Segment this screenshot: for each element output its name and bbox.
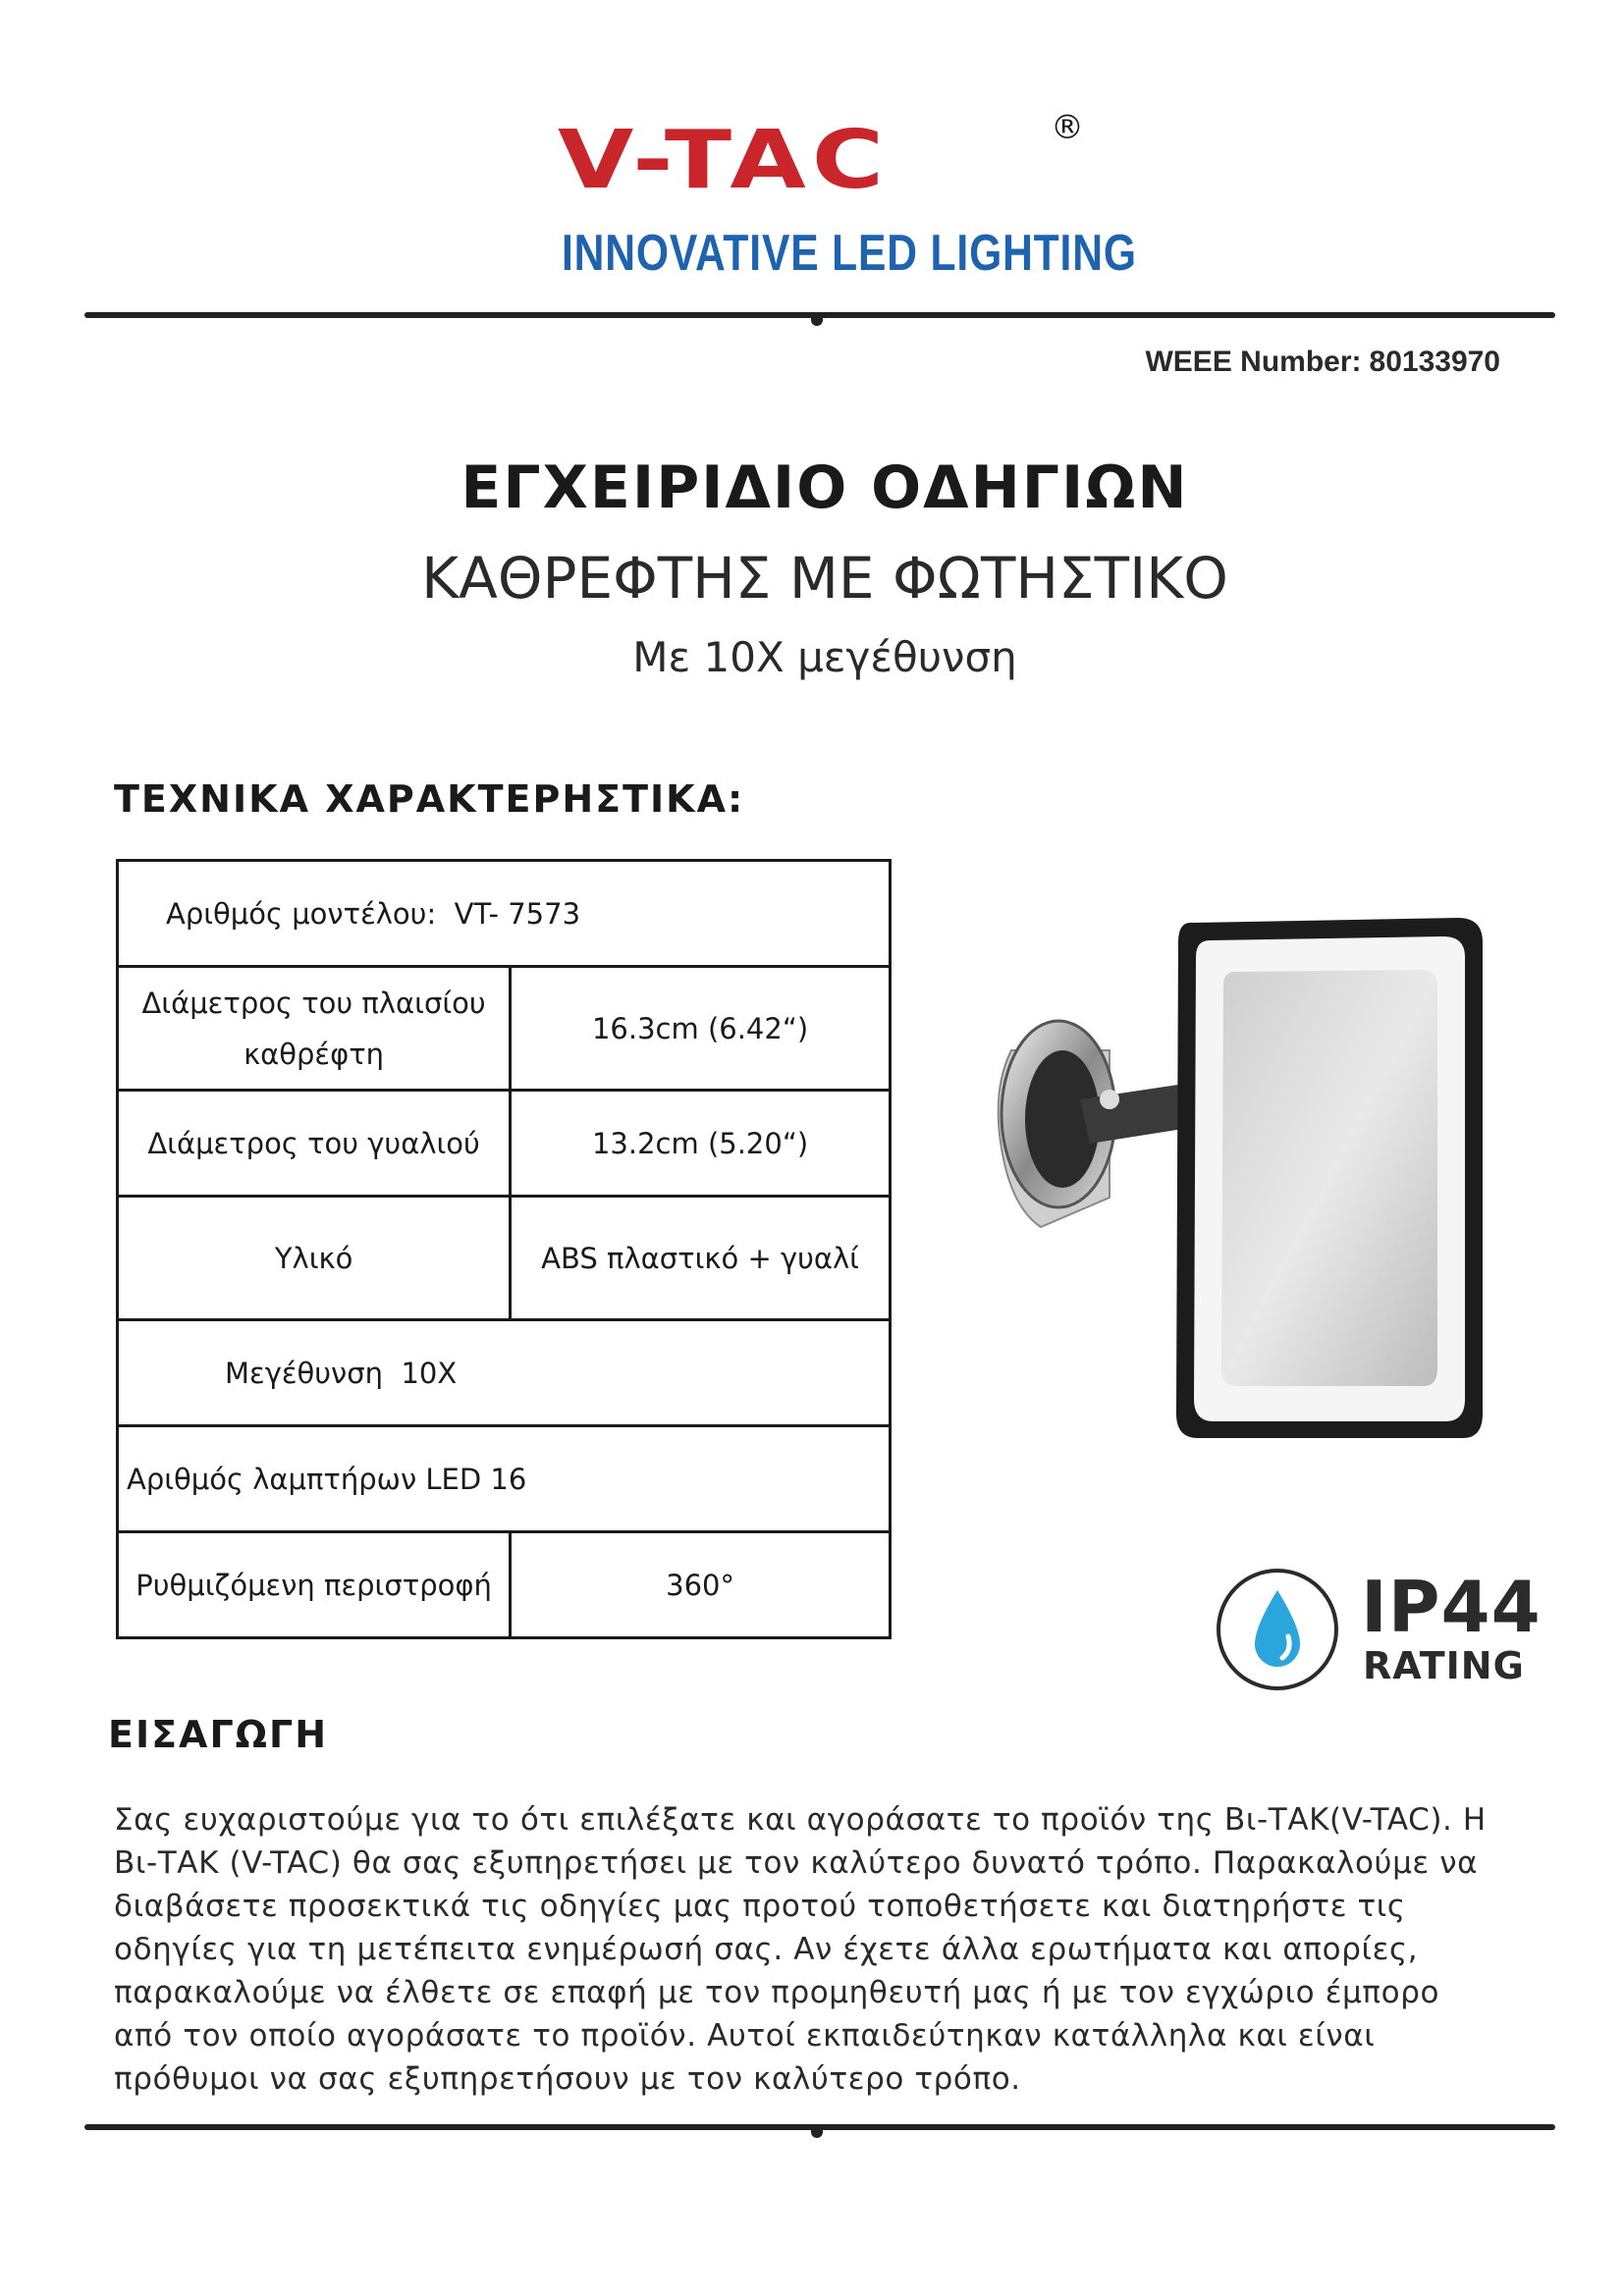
table-cell (118, 1320, 891, 1426)
spec-label: Μεγέθυνση (225, 1356, 384, 1390)
weee-value: 80133970 (1369, 346, 1500, 378)
table-row (118, 1197, 891, 1320)
registered-mark: ® (1051, 108, 1084, 147)
brand-tagline: INNOVATIVE LED LIGHTING (562, 225, 1137, 282)
arm-joint (1100, 1090, 1119, 1109)
table-row (118, 861, 891, 967)
intro-body: Σας ευχαριστούμε για το ότι επιλέξατε και αγοράσατε το προϊόν της Βι-ΤΑΚ(V-TAC). Η Βι-ΤΑΚ (V-TAC) θα σας εξυπηρετήσει με τον καλύτερο δυνατό τρόπο. Παρακαλούμε να διαβάσετε προσεκτικά τις οδηγίες μας προτού τοποθετήσετε και διατηρήστε τις οδηγίες για τη μετέπειτα ενημέρωσή σας. Αν έχετε άλλα ερωτήματα και απορίες, παρακαλούμε να έλθετε σε επαφή με τον προμηθευτή μας ή με τον εγχώριο έμπορο από τον οποίο αγοράσατε το προϊόν. Αυτοί εκπαιδεύτηκαν κατάλληλα και είναι πρόθυμοι να σας εξυπηρετήσουν με τον καλύτερο τρόπο. (114, 1802, 1487, 2097)
spec-value: ABS πλαστικό + γυαλί (511, 1197, 891, 1320)
intro-heading: ΕΙΣΑΓΩΓΗ (108, 1713, 328, 1756)
spec-label: Διάμετρος του γυαλιού (118, 1091, 511, 1197)
ip-rating-label: RATING (1363, 1644, 1525, 1687)
spec-value: 360° (511, 1532, 891, 1638)
footer-divider (84, 2124, 1555, 2130)
weee-number (1145, 346, 1500, 379)
page-subtitle-magnification: Με 10X μεγέθυνση (632, 633, 1017, 681)
water-drop-icon (1214, 1566, 1341, 1693)
spec-label: Ρυθμιζόμενη περιστροφή (118, 1532, 511, 1638)
table-cell (118, 861, 891, 967)
table-row (118, 1532, 891, 1638)
ip-rating-badge (1214, 1566, 1542, 1693)
product-image (992, 903, 1483, 1463)
header-divider (84, 312, 1555, 318)
spec-label: Υλικό (118, 1197, 511, 1320)
spec-value: 10X (401, 1356, 458, 1390)
table-row (118, 1426, 891, 1532)
spec-value: 13.2cm (5.20“) (511, 1091, 891, 1197)
mirror-glass (1221, 970, 1437, 1386)
spec-label: Αριθμός λαμπτήρων LED (127, 1462, 482, 1496)
page-subtitle: ΚΑΘΡΕΦΤΗΣ ΜΕ ΦΩΤΗΣΤΙΚΟ (421, 545, 1228, 612)
spec-label: Αριθμός μοντέλου: (166, 896, 437, 931)
spec-value: VT- 7573 (454, 896, 581, 931)
ip-code: IP44 (1361, 1566, 1542, 1648)
brand-name: V-TAC (558, 112, 891, 207)
spec-value: 16 (490, 1462, 527, 1496)
specs-table (116, 859, 892, 1639)
spec-label: Διάμετρος του πλαισίου καθρέφτη (118, 967, 511, 1091)
specs-heading: ΤΕΧΝΙΚΑ ΧΑΡΑΚΤΕΡΗΣΤΙΚΑ: (114, 777, 745, 821)
table-cell (118, 1426, 891, 1532)
weee-label: WEEE Number: (1145, 346, 1362, 378)
page-title: ΕΓΧΕΙΡΙΔΙΟ ΟΔΗΓΙΩΝ (460, 454, 1189, 522)
table-row (118, 1091, 891, 1197)
spec-value: 16.3cm (6.42“) (511, 967, 891, 1091)
table-row (118, 967, 891, 1091)
brand-logo (550, 108, 1137, 294)
table-row (118, 1320, 891, 1426)
